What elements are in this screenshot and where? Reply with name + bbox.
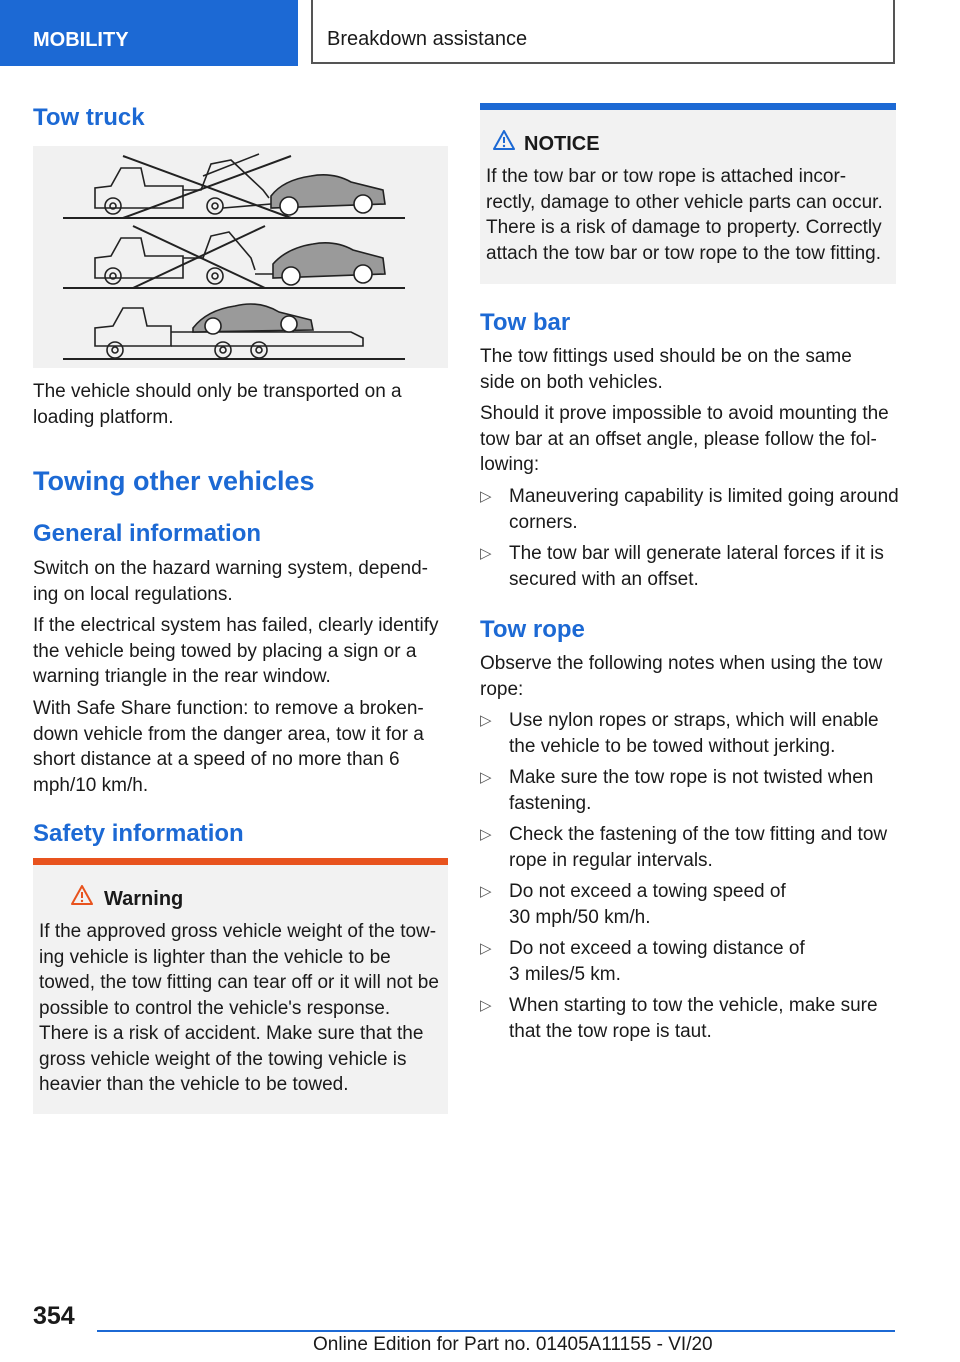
warning-triangle-icon xyxy=(71,885,93,905)
bullet-arrow-icon: ▷ xyxy=(480,826,492,843)
list-item: ▷ Make sure the tow rope is not twisted when fastening. xyxy=(480,767,874,814)
warning-bar xyxy=(33,858,448,865)
bullet-arrow-icon: ▷ xyxy=(480,997,492,1014)
tow-rope-heading: Tow rope xyxy=(480,616,585,643)
bullet-arrow-icon: ▷ xyxy=(480,545,492,562)
notice-box xyxy=(480,103,896,284)
list-item: ▷ The tow bar will generate lateral forces if it is secured with an offset. xyxy=(480,543,884,590)
warning-title: Warning xyxy=(104,888,184,910)
bullet-arrow-icon: ▷ xyxy=(480,883,492,900)
list-item: ▷ Check the fastening of the tow fitting and tow rope in regular intervals. xyxy=(480,824,888,871)
footer-edition: Online Edition for Part no. 01405A11155 - VI/20 xyxy=(313,1334,713,1355)
tow-rope-p1: Observe the following notes when using the tow rope: xyxy=(480,653,883,700)
footer-divider xyxy=(97,1330,895,1332)
list-item: ▷ Do not exceed a towing distance of 3 miles/5 km. xyxy=(480,938,805,985)
general-info-p3: With Safe Share function: to remove a broken-down vehicle from the danger area, tow it for a short distance at a speed of no more than 6 mph/10 km/h. xyxy=(33,698,424,796)
list-item: ▷ When starting to tow the vehicle, make sure that the tow rope is taut. xyxy=(480,995,878,1042)
bullet-arrow-icon: ▷ xyxy=(480,712,492,729)
list-item: ▷ Maneuvering capability is limited going around corners. xyxy=(480,486,899,533)
notice-bar xyxy=(480,103,896,110)
page-number: 354 xyxy=(33,1302,75,1330)
tow-truck-figure xyxy=(33,146,448,368)
notice-triangle-icon xyxy=(493,130,515,150)
safety-heading: Safety information xyxy=(33,820,244,847)
notice-title: NOTICE xyxy=(524,133,600,155)
bullet-arrow-icon: ▷ xyxy=(480,769,492,786)
warning-box xyxy=(33,858,448,1114)
general-info-heading: General information xyxy=(33,520,262,547)
list-item: ▷ Use nylon ropes or straps, which will enable the vehicle to be towed without jerking. xyxy=(480,710,879,757)
notice-text: If the tow bar or tow rope is attached incor-rectly, damage to other vehicle parts can occur. There is a risk of damage to property. Correctly attach the tow bar or tow rope to the tow fitting. xyxy=(486,166,883,264)
tow-truck-text: The vehicle should only be transported on a loading platform. xyxy=(33,381,402,428)
section-tab: MOBILITY xyxy=(0,0,298,66)
tow-truck-heading: Tow truck xyxy=(33,104,145,131)
chapter-tab: Breakdown assistance xyxy=(311,0,895,64)
bullet-arrow-icon: ▷ xyxy=(480,488,492,505)
tow-bar-p2: Should it prove impossible to avoid mounting the tow bar at an offset angle, please follow the fol-lowing: xyxy=(480,403,889,475)
tow-bar-p1: The tow fittings used should be on the same side on both vehicles. xyxy=(480,346,852,393)
tow-bar-heading: Tow bar xyxy=(480,309,571,336)
warning-text: If the approved gross vehicle weight of the tow-ing vehicle is lighter than the vehicle to be towed, the tow fitting can tear off or it will not be possible to control the vehicle's response. There is a risk of accident. Make sure that the gross vehicle weight of the towing vehicle is heavier than the vehicle to be towed. xyxy=(39,921,439,1095)
tow-truck-illustration xyxy=(33,146,448,368)
towing-heading: Towing other vehicles xyxy=(33,466,315,496)
general-info-p1: Switch on the hazard warning system, depend-ing on local regulations. xyxy=(33,558,428,605)
list-item: ▷ Do not exceed a towing speed of 30 mph/50 km/h. xyxy=(480,881,786,928)
page-header xyxy=(0,0,960,66)
bullet-arrow-icon: ▷ xyxy=(480,940,492,957)
general-info-p2: If the electrical system has failed, clearly identify the vehicle being towed by placing a sign or a warning triangle in the rear window. xyxy=(33,615,439,687)
